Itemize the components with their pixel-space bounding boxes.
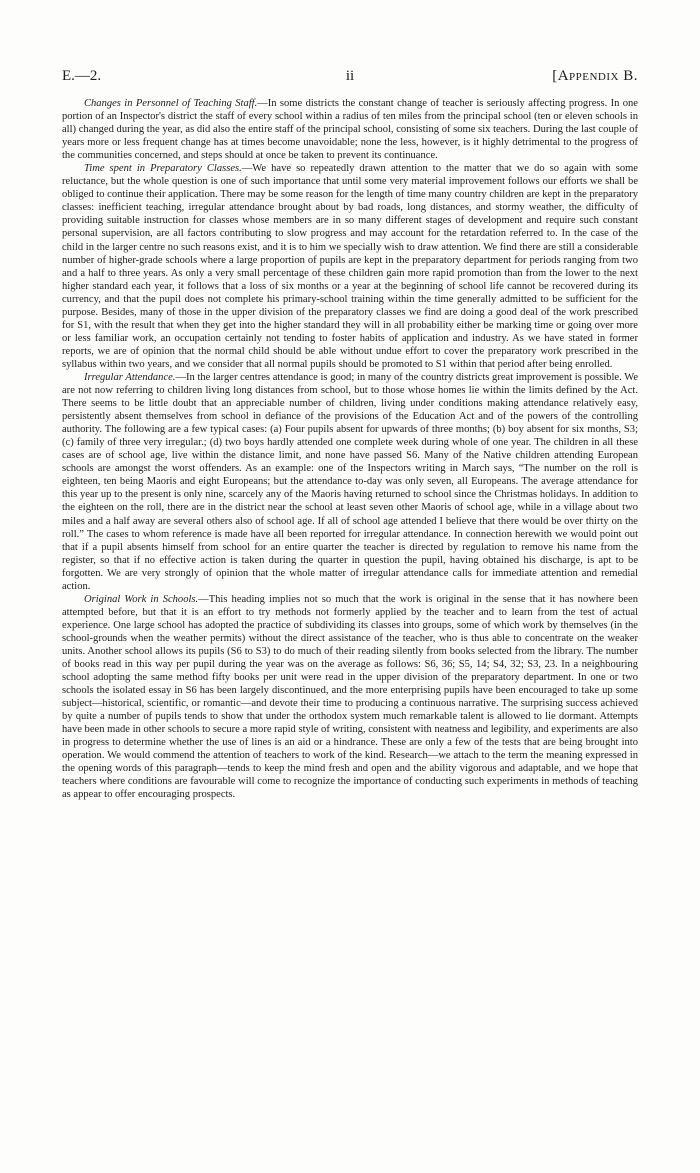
paragraph-irregular-attendance [62,371,638,593]
document-body [62,97,638,802]
paragraph-preparatory-classes [62,162,638,371]
paragraph-text: —We have so repeatedly drawn attention to the matter that we do so again with some reluctance, but the whole question is one of such importance that until some very material improvement follows our efforts we shall be obliged to continue their application. There may be some reason for the length of time many country children are kept in the preparatory classes: inefficient teaching, irregular attendance brought about by bad roads, long distances, and stormy weather, the difficulty of providing suitable instruction for classes whose members are in so many different stages of development and require such constant personal supervision, are all factors contributing to slow progress and may account for the retardation referred to. In the case of the child in the larger centre no such reasons exist, and it is to him we specially wish to draw attention. We find there are still a considerable number of higher-grade schools where a large proportion of pupils are kept in the preparatory department for periods ranging from two and a half to three years. As only a very small percentage of these children gain more rapid promotion than from the lower to the next higher standard each year, it follows that a loss of six months or a year at the beginning of school life cannot be recovered during its currency, and that the pupil does not complete his primary-school training within the time generally admitted to be sufficient for the purpose. Besides, many of those in the upper division of the preparatory classes we find are doing a good deal of the work prescribed for S1, with the result that when they get into the higher standard they will in all probability either be marking time or going over more or less familiar work, an occupation certainly not tending to foster habits of application and industry. As we have stated in former reports, we are of opinion that the normal child should be able without undue effort to cover the preparatory work prescribed in the syllabus within two years, and we consider that all normal pupils should be promoted to S1 within that period after being enrolled. [62,163,638,370]
paragraph-heading: Irregular Attendance. [84,371,176,383]
report-code: E.—2. [62,68,102,84]
paragraph-text: —In the larger centres attendance is good; in many of the country districts great improvement is possible. We are not now referring to children living long distances from school, but to those whose homes lie within the limits defined by the Act. There seems to be little doubt that an appreciable number of children, living under conditions making attendance relatively easy, persistently absent themselves from school in defiance of the provisions of the Education Act and of the powers of the controlling authority. The following are a few typical cases: (a) Four pupils absent for upwards of three months; (b) boy absent for six months, S3; (c) family of three very irregular.; (d) two boys hardly attended one complete week during whole of one year. The children in all these cases are of school age, live within the distance limit, and none have passed S6. Many of the Native children attending European schools are amongst the worst offenders. As an example: one of the Inspectors writing in March says, “The number on the roll is eighteen, ten being Maoris and eight Europeans; but the attendance to-day was only seven, all Europeans. The average attendance for this year up to the present is only nine, scarcely any of the Maoris having returned to school since the Christmas holidays. In addition to the eighteen on the roll, there are in the district near the school at least seven other Maoris of school age, while in a village about two miles and a half away are several others also of school age. If all of school age attended I believe that there would be over thirty on the roll.” The cases to whom reference is made have all been reported for irregular attendance. In connection herewith we would point out that if a pupil absents himself from school for an entire quarter the teacher is directed by regulation to remove his name from the register, so that if no effective action is taken during the quarter in question the pupil, having obtained his discharge, is apt to be forgotten. We are very strongly of opinion that the whole matter of irregular attendance calls for immediate attention and remedial action. [62,371,639,592]
paragraph-changes-in-personnel [62,97,638,162]
paragraph-heading: Original Work in Schools. [84,593,199,605]
page-header [62,68,638,88]
paragraph-text: —In some districts the constant change of teacher is seriously affecting progress. In one portion of an Inspector's district the staff of every school within a radius of ten miles from the principal school (ten or eleven schools in all) changed during the year, as did also the entire staff of the principal school, consisting of some six teachers. During the last couple of years more or less frequent change has at times become unavoidable; none the less, however, is it highly detrimental to the progress of the communities concerned, and steps should at once be taken to prevent its continuance. [62,98,638,162]
page-number: ii [345,68,355,84]
paragraph-text: —This heading implies not so much that the work is original in the sense that it has nowhere been attempted before, but that it is an effort to try methods not formerly applied by the teacher and to learn from the test of actual experience. One large school has adopted the practice of subdividing its classes into groups, some of which work by themselves (in the school-grounds when the weather permits) without the direct assistance of the teacher, who is thus able to concentrate on the weaker units. Another school allows its pupils (S6 to S3) to do much of their reading silently from books selected from the library. The number of books read in this way per pupil during the year was on the average as follows: S6, 36; S5, 14; S4, 32; S3, 23. In a neighbouring school adopting the same method fifty books per unit were read in the upper division of the preparatory department. In one or two schools the isolated essay in S6 has been largely discontinued, and the more enterprising pupils have been encouraged to take up some subject—historical, scientific, or romantic—and devote their time to producing a continuous narrative. The surprising success achieved by quite a number of pupils tends to show that under the orthodox system much remarkable talent is allowed to lie dormant. Attempts have been made in other schools to secure a more rapid style of writing, consistent with neatness and legibility, and experiments are also in progress to determine whether the use of lines is an aid or a hindrance. These are only a few of the tests that are being brought into operation. We would commend the attention of teachers to work of the kind. Research—we attach to the term the meaning expressed in the opening words of this paragraph—tends to keep the mind fresh and open and the ability vigorous and adaptable, and we hope that teachers where conditions are favourable will come to recognize the importance of conducting such experiments in methods of teaching as appear to offer encouraging prospects. [62,593,638,801]
paragraph-heading: Changes in Personnel of Teaching Staff. [84,98,258,109]
paragraph-heading: Time spent in Preparatory Classes. [84,163,242,175]
paragraph-original-work [62,593,638,802]
appendix-label: [Appendix B. [552,68,638,84]
